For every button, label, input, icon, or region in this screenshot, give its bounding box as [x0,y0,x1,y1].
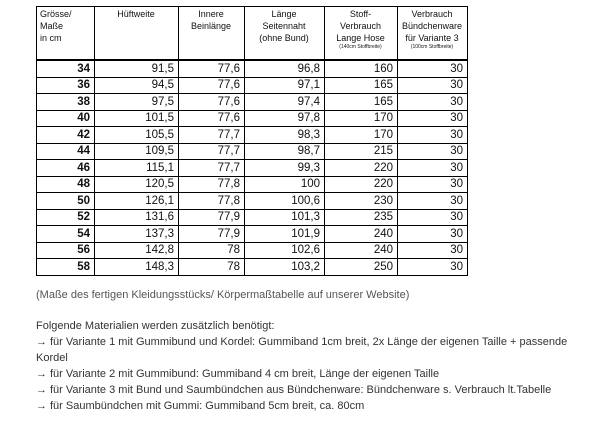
cell-hip-width: 91,5 [95,60,179,77]
cell-size: 58 [37,259,95,276]
cell-size: 46 [37,160,95,177]
cell-fabric: 170 [325,127,398,144]
header-ribbing-consumption: Verbrauch Bündchenware für Variante 3 (100cm Stoffbreite) [398,7,468,61]
materials-item: → für Saumbündchen mit Gummi: Gummiband 5cm breit, ca. 80cm [36,400,365,412]
cell-size: 48 [37,176,95,193]
cell-side-seam: 100 [245,176,325,193]
cell-inseam: 77,7 [179,127,245,144]
cell-inseam: 77,6 [179,94,245,111]
cell-hip-width: 148,3 [95,259,179,276]
cell-inseam: 77,9 [179,209,245,226]
cell-side-seam: 98,7 [245,143,325,160]
cell-hip-width: 126,1 [95,193,179,210]
materials-item: → für Variante 2 mit Gummibund: Gummiband 4 cm breit, Länge der eigenen Taille [36,368,440,380]
cell-hip-width: 142,8 [95,242,179,259]
cell-ribbing: 30 [398,209,468,226]
cell-fabric: 170 [325,110,398,127]
cell-fabric: 165 [325,77,398,94]
cell-size: 40 [37,110,95,127]
cell-ribbing: 30 [398,193,468,210]
cell-ribbing: 30 [398,259,468,276]
cell-ribbing: 30 [398,110,468,127]
cell-ribbing: 30 [398,127,468,144]
table-header-row [37,7,468,61]
cell-size: 56 [37,242,95,259]
header-hip-width: Hüftweite [95,7,179,61]
materials-section [36,318,591,414]
cell-hip-width: 97,5 [95,94,179,111]
table-row [37,259,468,276]
cell-side-seam: 98,3 [245,127,325,144]
cell-fabric: 165 [325,94,398,111]
table-footnote: (Maße des fertigen Kleidungsstücks/ Körpermaßtabelle auf unserer Website) [36,289,410,301]
cell-hip-width: 120,5 [95,176,179,193]
cell-ribbing: 30 [398,77,468,94]
table-row [37,77,468,94]
table-row [37,110,468,127]
cell-ribbing: 30 [398,60,468,77]
cell-side-seam: 97,1 [245,77,325,94]
cell-fabric: 220 [325,160,398,177]
cell-size: 34 [37,60,95,77]
cell-ribbing: 30 [398,176,468,193]
table-row [37,242,468,259]
cell-hip-width: 137,3 [95,226,179,243]
cell-hip-width: 131,6 [95,209,179,226]
cell-inseam: 77,8 [179,176,245,193]
table-row [37,176,468,193]
cell-inseam: 77,6 [179,60,245,77]
materials-heading: Folgende Materialien werden zusätzlich benötigt: [36,320,275,332]
cell-side-seam: 103,2 [245,259,325,276]
cell-hip-width: 115,1 [95,160,179,177]
cell-side-seam: 102,6 [245,242,325,259]
materials-item: → für Variante 1 mit Gummibund und Kordel: Gummiband 1cm breit, 2x Länge der eigenen Taille + passende Kordel [36,336,568,364]
cell-inseam: 77,7 [179,143,245,160]
header-fabric-consumption: Stoff- Verbrauch Lange Hose (140cm Stoffbreite) [325,7,398,61]
arrow-right-icon: → [36,400,47,412]
cell-size: 52 [37,209,95,226]
cell-size: 50 [37,193,95,210]
cell-ribbing: 30 [398,160,468,177]
cell-hip-width: 109,5 [95,143,179,160]
cell-side-seam: 97,8 [245,110,325,127]
table-row [37,127,468,144]
cell-fabric: 220 [325,176,398,193]
table-row [37,226,468,243]
table-row [37,94,468,111]
table-row [37,143,468,160]
cell-size: 38 [37,94,95,111]
cell-inseam: 77,6 [179,77,245,94]
cell-fabric: 230 [325,193,398,210]
size-table [36,6,468,276]
table-row [37,60,468,77]
cell-fabric: 235 [325,209,398,226]
table-row [37,160,468,177]
cell-side-seam: 100,6 [245,193,325,210]
cell-ribbing: 30 [398,242,468,259]
cell-side-seam: 97,4 [245,94,325,111]
cell-ribbing: 30 [398,143,468,160]
cell-inseam: 77,9 [179,226,245,243]
cell-inseam: 78 [179,259,245,276]
arrow-right-icon: → [36,384,47,396]
cell-fabric: 160 [325,60,398,77]
cell-hip-width: 101,5 [95,110,179,127]
cell-fabric: 250 [325,259,398,276]
cell-fabric: 240 [325,242,398,259]
cell-ribbing: 30 [398,226,468,243]
header-inseam: Innere Beinlänge [179,7,245,61]
cell-inseam: 77,8 [179,193,245,210]
header-side-seam-length: Länge Seitennaht (ohne Bund) [245,7,325,61]
cell-hip-width: 105,5 [95,127,179,144]
cell-fabric: 240 [325,226,398,243]
table-row [37,193,468,210]
cell-side-seam: 96,8 [245,60,325,77]
cell-inseam: 78 [179,242,245,259]
cell-side-seam: 99,3 [245,160,325,177]
cell-ribbing: 30 [398,94,468,111]
cell-size: 36 [37,77,95,94]
cell-size: 44 [37,143,95,160]
arrow-right-icon: → [36,336,47,348]
materials-item: → für Variante 3 mit Bund und Saumbündchen aus Bündchenware: Bündchenware s. Verbrauch lt.Tabelle [36,384,552,396]
cell-side-seam: 101,3 [245,209,325,226]
cell-fabric: 215 [325,143,398,160]
cell-inseam: 77,6 [179,110,245,127]
cell-hip-width: 94,5 [95,77,179,94]
cell-size: 54 [37,226,95,243]
header-size: Grösse/ Maße in cm [37,7,95,61]
cell-side-seam: 101,9 [245,226,325,243]
cell-size: 42 [37,127,95,144]
table-row [37,209,468,226]
arrow-right-icon: → [36,368,47,380]
cell-inseam: 77,7 [179,160,245,177]
